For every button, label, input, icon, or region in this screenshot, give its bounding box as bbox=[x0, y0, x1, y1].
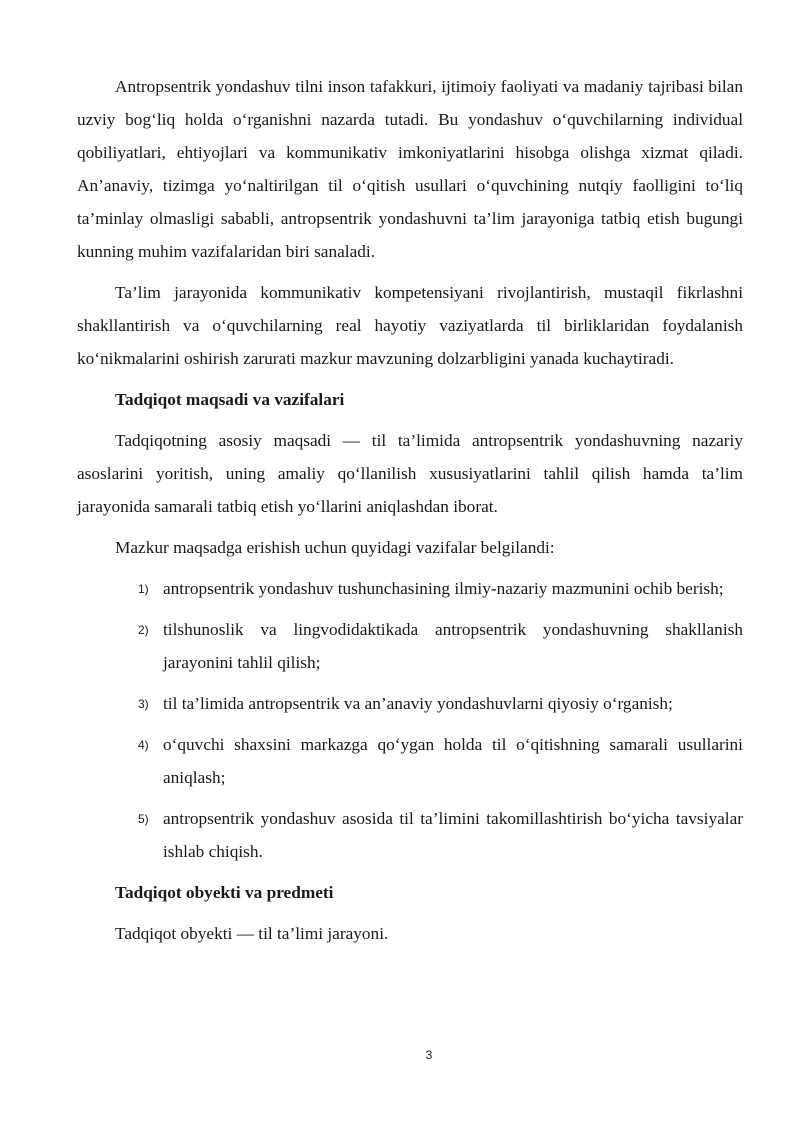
list-item bbox=[77, 572, 743, 605]
object-paragraph: Tadqiqot obyekti — til ta’limi jarayoni. bbox=[115, 924, 389, 943]
list-item-number: 1) bbox=[138, 582, 149, 596]
list-item bbox=[77, 802, 743, 868]
list-item-text: til ta’limida antropsentrik va an’anaviy yondashuvlarni qiyosiy o‘rganish; bbox=[163, 694, 673, 713]
list-item bbox=[77, 613, 743, 679]
list-item-number: 5) bbox=[138, 812, 149, 826]
document-page bbox=[77, 70, 743, 958]
list-item-number: 3) bbox=[138, 697, 149, 711]
tasks-list bbox=[77, 572, 743, 868]
page-number: 3 bbox=[425, 1048, 433, 1062]
section-heading-goals: Tadqiqot maqsadi va vazifalari bbox=[115, 390, 345, 409]
section-heading-object: Tadqiqot obyekti va predmeti bbox=[115, 883, 334, 902]
intro-paragraph-2: Ta’lim jarayonida kommunikativ kompetensiyani rivojlantirish, mustaqil fikrlashni shakllantirish va o‘quvchilarning real hayotiy vaziyatlarda til birliklaridan foydalanish ko‘nikmalarini oshirish zarurati mazkur mavzuning dolzarbligini yanada kuchaytiradi. bbox=[77, 283, 743, 368]
goal-paragraph: Tadqiqotning asosiy maqsadi — til ta’limida antropsentrik yondashuvning nazariy asoslarini yoritish, uning amaliy qo‘llanilish xususiyatlarini tahlil qilish hamda ta’lim jarayonida samarali tatbiq etish yo‘llarini aniqlashdan iborat. bbox=[77, 431, 743, 516]
list-item-number: 4) bbox=[138, 738, 149, 752]
list-item-text: antropsentrik yondashuv asosida til ta’limini takomillashtirish bo‘yicha tavsiyalar ishlab chiqish. bbox=[163, 809, 743, 861]
list-item bbox=[77, 687, 743, 720]
intro-paragraph-1: Antropsentrik yondashuv tilni inson tafakkuri, ijtimoiy faoliyati va madaniy tajribasi bilan uzviy bog‘liq holda o‘rganishni nazarda tutadi. Bu yondashuv o‘quvchilarning individual qobiliyatlari, ehtiyojlari va kommunikativ imkoniyatlarini hisobga olishga xizmat qiladi. An’anaviy, tizimga yo‘naltirilgan til o‘qitish usullari o‘quvchining nutqiy faolligini to‘liq ta’minlay olmasligi sababli, antropsentrik yondashuvni ta’lim jarayoniga tatbiq etish bugungi kunning muhim vazifalaridan biri sanaladi. bbox=[77, 77, 743, 261]
list-item bbox=[77, 728, 743, 794]
list-item-number: 2) bbox=[138, 623, 149, 637]
list-item-text: antropsentrik yondashuv tushunchasining ilmiy-nazariy mazmunini ochib berish; bbox=[163, 579, 724, 598]
tasks-intro-paragraph: Mazkur maqsadga erishish uchun quyidagi vazifalar belgilandi: bbox=[115, 538, 555, 557]
list-item-text: tilshunoslik va lingvodidaktikada antropsentrik yondashuvning shakllanish jarayonini tahlil qilish; bbox=[163, 620, 743, 672]
list-item-text: o‘quvchi shaxsini markazga qo‘ygan holda til o‘qitishning samarali usullarini aniqlash; bbox=[163, 735, 743, 787]
